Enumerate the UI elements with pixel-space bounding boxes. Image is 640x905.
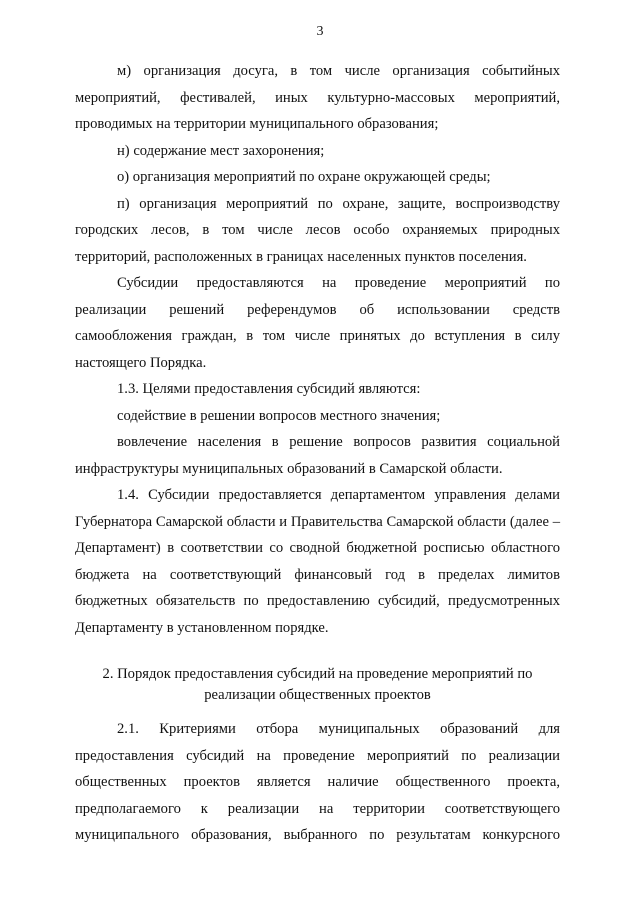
- paragraph-goal-involvement: вовлечение населения в решение вопросов развития социальной инфраструктуры муниципальных образований в Самарской области.: [75, 434, 560, 477]
- paragraph-item-m: м) организация досуга, в том числе организация событийных мероприятий, фестивалей, иных культурно-массовых мероприятий, проводимых на территории муниципального образования;: [75, 63, 560, 132]
- paragraph-1-4-department: 1.4. Субсидии предоставляется департаментом управления делами Губернатора Самарской области и Правительства Самарской области (далее – Департамент) в соответствии со сводной бюджетной росписью областного бюджета на соответствующий финансовый год в пределах лимитов бюджетных обязательств по предоставлению субсидий, предусмотренных Департаменту в установленном порядке.: [75, 487, 560, 636]
- paragraph-item-p: п) организация мероприятий по охране, защите, воспроизводству городских лесов, в том числе лесов особо охраняемых природных территорий, расположенных в границах населенных пунктов поселения.: [75, 195, 560, 265]
- paragraph-1-3-goals: 1.3. Целями предоставления субсидий являются:: [117, 381, 421, 397]
- section-2-heading-line-2: реализации общественных проектов: [204, 687, 431, 703]
- paragraph-subsidies-referendum: Субсидии предоставляются на проведение мероприятий по реализации решений референдумов об использовании средств самообложения граждан, в том числе принятых до вступления в силу настоящего Порядка.: [75, 275, 560, 371]
- section-2-body: [75, 716, 560, 849]
- section-2-heading: [75, 664, 560, 706]
- section-2-heading-line-1: 2. Порядок предоставления субсидий на проведение мероприятий по: [102, 666, 533, 682]
- paragraph-item-o: о) организация мероприятий по охране окружающей среды;: [117, 169, 491, 185]
- paragraph-goal-assistance: содействие в решении вопросов местного значения;: [117, 407, 441, 424]
- paragraph-2-1-criteria: 2.1. Критериями отбора муниципальных образований для предоставления субсидий на проведение мероприятий по реализации общественных проектов является наличие общественного проекта, предполагаемого к реализации на территории соответствующего муниципального образования, выбранного по результатам конкурсного: [75, 721, 560, 843]
- page-number: 3: [316, 24, 324, 39]
- paragraph-item-n: н) содержание мест захоронения;: [117, 142, 325, 159]
- section-1-body: [75, 58, 560, 641]
